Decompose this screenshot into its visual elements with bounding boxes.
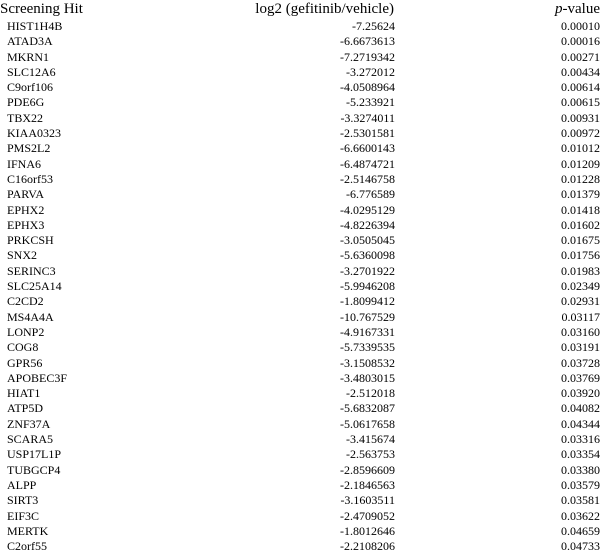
table-row <box>0 401 600 416</box>
p-value-cell: 0.03622 <box>561 508 600 523</box>
log2-cell: -5.6832087 <box>340 401 395 416</box>
table-row <box>0 172 600 187</box>
header-p-value <box>400 0 600 19</box>
gene-cell: EPHX2 <box>7 202 45 217</box>
header-row <box>0 0 600 19</box>
p-value-cell: 0.00972 <box>561 126 600 141</box>
gene-cell: SERINC3 <box>7 263 56 278</box>
log2-cell: -5.6360098 <box>340 248 395 263</box>
p-value-cell: 0.03316 <box>561 432 600 447</box>
log2-cell: -3.1603511 <box>340 493 395 508</box>
gene-cell: SIRT3 <box>7 493 39 508</box>
gene-cell: C2CD2 <box>7 294 44 309</box>
gene-cell: PMS2L2 <box>7 141 51 156</box>
gene-cell: EPHX3 <box>7 217 45 232</box>
gene-cell: COG8 <box>7 340 39 355</box>
log2-cell: -2.5301581 <box>340 126 395 141</box>
log2-cell: -5.233921 <box>346 95 395 110</box>
table-header <box>0 0 600 19</box>
log2-cell: -7.2719342 <box>340 49 395 64</box>
gene-cell: ZNF37A <box>7 416 51 431</box>
gene-cell: USP17L1P <box>7 447 62 462</box>
log2-cell: -1.8012646 <box>340 523 395 538</box>
p-value-cell: 0.00016 <box>561 34 600 49</box>
log2-cell: -2.4709052 <box>340 508 395 523</box>
p-value-cell: 0.03581 <box>561 493 600 508</box>
p-value-cell: 0.00615 <box>561 95 600 110</box>
gene-cell: MERTK <box>7 523 49 538</box>
p-value-cell: 0.00271 <box>561 49 600 64</box>
p-value-cell: 0.01602 <box>561 217 600 232</box>
p-value-cell: 0.04344 <box>561 416 600 431</box>
log2-cell: -2.5146758 <box>340 171 395 186</box>
table-row <box>0 463 600 478</box>
table-row <box>0 524 600 539</box>
gene-cell: C2orf55 <box>7 539 47 554</box>
log2-cell: -5.7339535 <box>340 340 395 355</box>
header-screening-hit: Screening Hit <box>0 1 83 17</box>
gene-cell: ATP5D <box>7 401 44 416</box>
table-row <box>0 447 600 462</box>
p-value-cell: 0.01228 <box>561 171 600 186</box>
table-row <box>0 432 600 447</box>
p-value-cell: 0.03769 <box>561 370 600 385</box>
table-row <box>0 95 600 110</box>
log2-cell: -2.1846563 <box>340 477 395 492</box>
gene-cell: HIST1H4B <box>7 19 63 33</box>
gene-cell: SCARA5 <box>7 432 54 447</box>
table-row <box>0 325 600 340</box>
gene-cell: TBX22 <box>7 110 43 125</box>
gene-cell: SLC25A14 <box>7 279 62 294</box>
gene-cell: PRKCSH <box>7 233 54 248</box>
gene-cell: HIAT1 <box>7 386 41 401</box>
table-row <box>0 386 600 401</box>
log2-cell: -3.415674 <box>346 432 395 447</box>
gene-cell: SNX2 <box>7 248 38 263</box>
log2-cell: -4.0508964 <box>340 80 395 95</box>
table-row <box>0 478 600 493</box>
table-row <box>0 65 600 80</box>
table-row <box>0 233 600 248</box>
table-row <box>0 157 600 172</box>
gene-cell: SLC12A6 <box>7 64 56 79</box>
p-value-cell: 0.04733 <box>561 539 600 554</box>
p-value-cell: 0.00010 <box>561 19 600 33</box>
log2-cell: -5.0617658 <box>340 416 395 431</box>
p-value-cell: 0.01379 <box>561 187 600 202</box>
p-value-cell: 0.04082 <box>561 401 600 416</box>
log2-cell: -3.272012 <box>346 64 395 79</box>
gene-cell: MS4A4A <box>7 309 54 324</box>
log2-cell: -5.9946208 <box>340 279 395 294</box>
log2-cell: -3.0505045 <box>340 233 395 248</box>
gene-cell: MKRN1 <box>7 49 50 64</box>
log2-cell: -4.8226394 <box>340 217 395 232</box>
p-value-cell: 0.03191 <box>561 340 600 355</box>
log2-cell: -6.4874721 <box>340 156 395 171</box>
table-row <box>0 50 600 65</box>
gene-cell: EIF3C <box>7 508 40 523</box>
table-row <box>0 417 600 432</box>
p-value-cell: 0.01012 <box>561 141 600 156</box>
table-row <box>0 218 600 233</box>
table-body <box>0 19 600 554</box>
table-row <box>0 509 600 524</box>
log2-cell: -6.6673613 <box>340 34 395 49</box>
gene-cell: PARVA <box>7 187 45 202</box>
gene-cell: TUBGCP4 <box>7 462 61 477</box>
log2-cell: -1.8099412 <box>340 294 395 309</box>
gene-cell: LONP2 <box>7 324 45 339</box>
p-value-cell: 0.03579 <box>561 477 600 492</box>
gene-cell: IFNA6 <box>7 156 42 171</box>
header-p-suffix: -value <box>562 1 600 17</box>
gene-cell: GPR56 <box>7 355 43 370</box>
gene-cell: APOBEC3F <box>7 370 68 385</box>
table-row <box>0 80 600 95</box>
table-row <box>0 310 600 325</box>
table-row <box>0 187 600 202</box>
log2-cell: -4.9167331 <box>340 324 395 339</box>
p-value-cell: 0.03920 <box>561 386 600 401</box>
table-row <box>0 539 600 554</box>
p-value-cell: 0.04659 <box>561 523 600 538</box>
gene-cell: ATAD3A <box>7 34 53 49</box>
log2-cell: -3.3274011 <box>340 110 395 125</box>
p-value-cell: 0.01209 <box>561 156 600 171</box>
log2-cell: -6.776589 <box>346 187 395 202</box>
table-row <box>0 264 600 279</box>
p-value-cell: 0.02349 <box>561 279 600 294</box>
gene-cell: PDE6G <box>7 95 45 110</box>
log2-cell: -2.8596609 <box>340 462 395 477</box>
table-row <box>0 340 600 355</box>
table-row <box>0 19 600 34</box>
p-value-cell: 0.01675 <box>561 233 600 248</box>
gene-cell: C9orf106 <box>7 80 53 95</box>
table-row <box>0 34 600 49</box>
header-log2-ratio: log2 (gefitinib/vehicle) <box>255 1 394 17</box>
table-row <box>0 371 600 386</box>
log2-cell: -2.2108206 <box>340 539 395 554</box>
header-p-italic: p <box>555 1 563 17</box>
table-row <box>0 248 600 263</box>
log2-cell: -2.563753 <box>346 447 395 462</box>
p-value-cell: 0.01983 <box>561 263 600 278</box>
p-value-cell: 0.03380 <box>561 462 600 477</box>
table-row <box>0 141 600 156</box>
gene-cell: KIAA0323 <box>7 126 61 141</box>
log2-cell: -7.25624 <box>352 19 395 33</box>
gene-cell: ALPP <box>7 477 37 492</box>
table-row <box>0 203 600 218</box>
p-value-cell: 0.00614 <box>561 80 600 95</box>
table-row <box>0 356 600 371</box>
p-value-cell: 0.03117 <box>561 309 600 324</box>
p-value-cell: 0.03354 <box>561 447 600 462</box>
table-row <box>0 279 600 294</box>
p-value-cell: 0.01756 <box>561 248 600 263</box>
p-value-cell: 0.03160 <box>561 324 600 339</box>
table-row <box>0 294 600 309</box>
log2-cell: -3.2701922 <box>340 263 395 278</box>
log2-cell: -6.6600143 <box>340 141 395 156</box>
log2-cell: -4.0295129 <box>340 202 395 217</box>
table-row <box>0 126 600 141</box>
p-value-cell: 0.02931 <box>561 294 600 309</box>
log2-cell: -10.767529 <box>340 309 395 324</box>
p-value-cell: 0.01418 <box>561 202 600 217</box>
gene-cell: C16orf53 <box>7 171 53 186</box>
p-value-cell: 0.03728 <box>561 355 600 370</box>
log2-cell: -3.1508532 <box>340 355 395 370</box>
log2-cell: -2.512018 <box>346 386 395 401</box>
p-value-cell: 0.00931 <box>561 110 600 125</box>
table-row <box>0 111 600 126</box>
table-row <box>0 493 600 508</box>
p-value-cell: 0.00434 <box>561 64 600 79</box>
log2-cell: -3.4803015 <box>340 370 395 385</box>
